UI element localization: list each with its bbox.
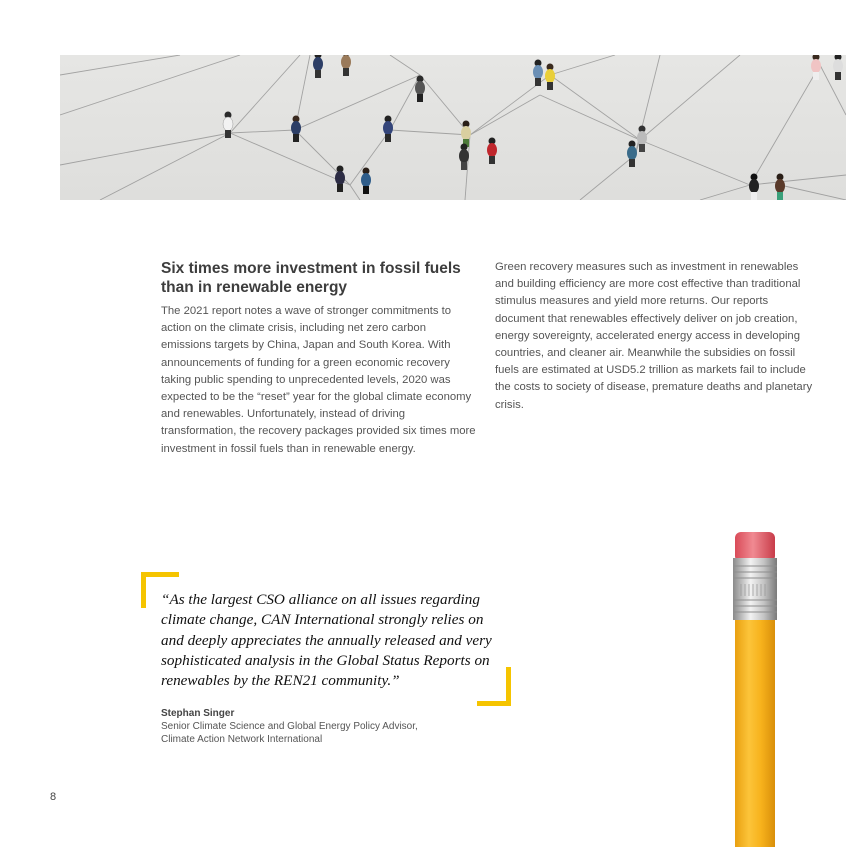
- quote-author-organization: Climate Action Network International: [161, 734, 323, 745]
- pencil-icon: [715, 530, 795, 847]
- quote-text: “As the largest CSO alliance on all issues regarding climate change, CAN International strongly relies on and deeply appreciates the annually released and very sophisticated analysis in the Global Status Reports on renewables by the REN21 community.”: [161, 591, 492, 690]
- left-column: [161, 259, 479, 458]
- section-heading: Six times more investment in fossil fuels than in renewable energy: [161, 260, 461, 296]
- pull-quote: [141, 572, 511, 708]
- quote-attribution: [161, 707, 481, 746]
- people-network-photo-icon: [60, 55, 846, 200]
- right-body-text: Green recovery measures such as investment in renewables and building efficiency are more cost effective than traditional stimulus measures and yield more returns. Our reports document that renewables effectively deliver on job creation, energy sovereignty, accelerated energy access in developing countries, and cleaner air. Meanwhile the subsidies on fossil fuels are estimated at USD5.2 trillion as markets fail to include the costs to society of disease, premature deaths and planetary crisis.: [495, 261, 813, 411]
- pencil-illustration: [715, 530, 795, 847]
- page-number: 8: [50, 791, 57, 803]
- hero-photo: [60, 55, 846, 200]
- quote-author: Stephan Singer: [161, 708, 235, 719]
- quote-author-role: Senior Climate Science and Global Energy Policy Advisor,: [161, 721, 418, 732]
- quote-bracket-bottom-right-icon: [477, 667, 511, 706]
- right-column: [495, 259, 815, 414]
- left-body-text: The 2021 report notes a wave of stronger commitments to action on the climate crisis, including net zero carbon emissions targets by China, Japan and South Korea. With announcements of funding for a green economic recovery taking public spending to unprecedented levels, 2020 was expected to be the “reset” year for the global climate economy and renewables. Unfortunately, instead of driving transformation, the recovery packages provided six times more investment in fossil fuels than in renewable energy.: [161, 305, 476, 455]
